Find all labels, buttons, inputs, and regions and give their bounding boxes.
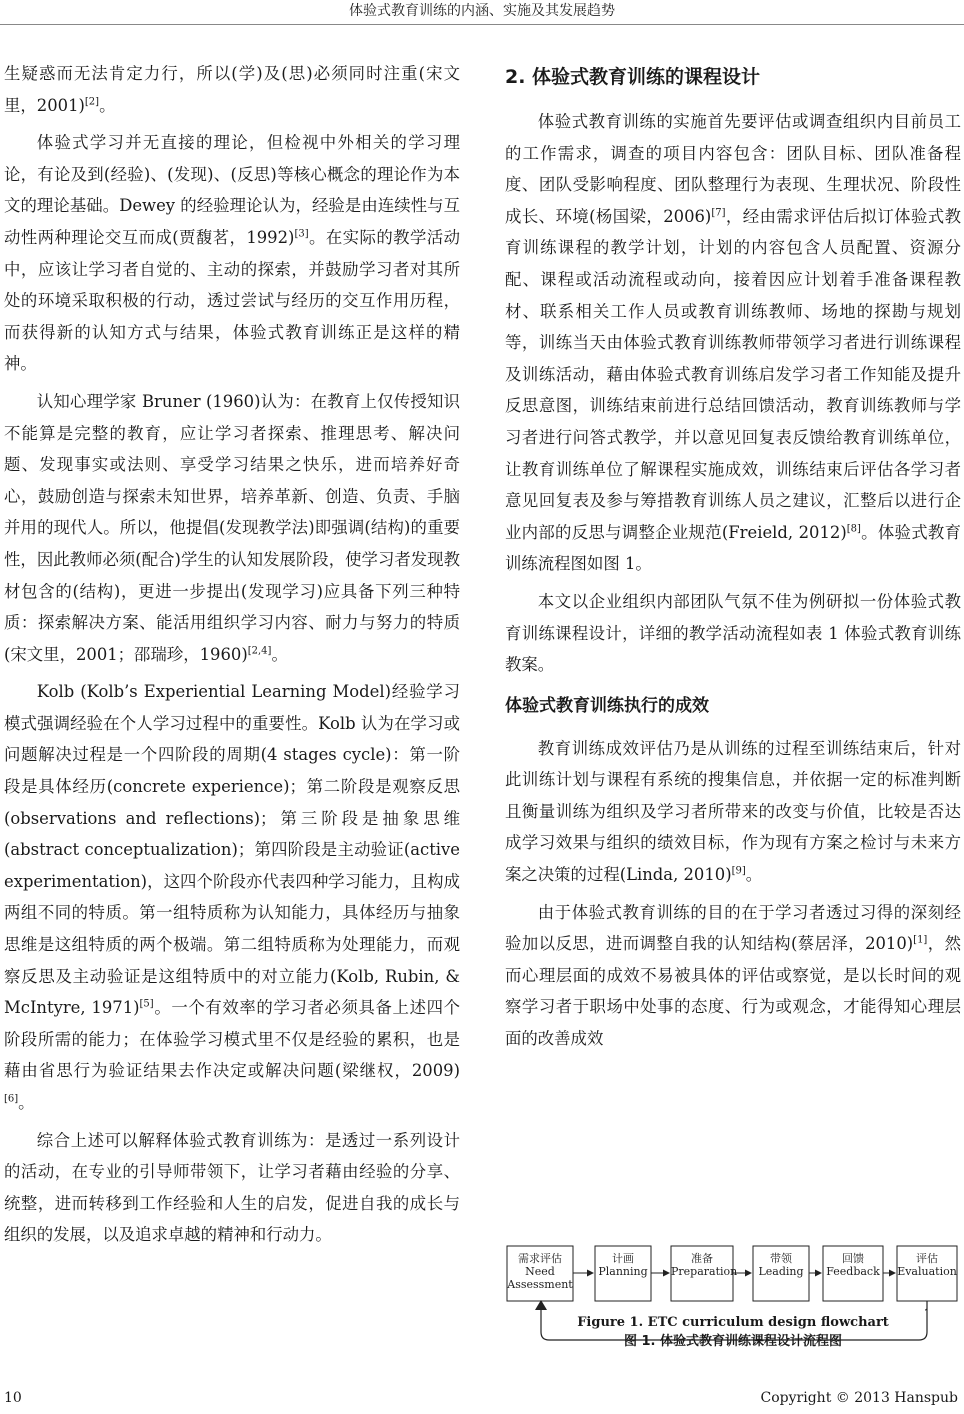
section-title: 2. 体验式教育训练的课程设计	[505, 66, 761, 88]
citation: [3]	[294, 228, 309, 240]
text: ，经由需求评估后拟订体验式教育训练课程的教学计划，计划的内容包含人员配置、资源分配、课程或活动流程或动向，接着因应计划着手准备课程教材、联系相关工作人员或教育训练教师、场地的探勘与规划等，训练当天由体验式教育训练教师带领学习者进行训练课程及训练活动，藉由体验式教育训练启发学习者工作知能及提升反思意图，训练结束前进行总结回馈活动，教育训练教师与学习者进行问答式教学，并以意见回复表反馈给教育训练单位，让教育训练单位了解课程实施成效，训练结束后评估各学习者意见回复表及参与筹措教育训练人员之建议，汇整后以进行企业内部的反思与调整企业规范(Freield, 2012)	[505, 206, 961, 542]
text: 本文以企业组织内部团队气氛不佳为例研拟一份体验式教育训练课程设计，详细的教学活动流程如表 1 体验式教育训练教案。	[505, 591, 961, 675]
running-header-title: 体验式教育训练的内涵、实施及其发展趋势	[349, 3, 615, 19]
step-label-en: Evaluation	[897, 1265, 957, 1278]
text: 。	[18, 1093, 35, 1112]
left-paragraph-4	[4, 676, 460, 1118]
step-label-cn: 计画	[612, 1252, 634, 1265]
step-planning	[595, 1246, 651, 1301]
figure-caption-cn: 图 1. 体验式教育训练课程设计流程图	[623, 1334, 843, 1349]
step-leading	[753, 1246, 809, 1301]
left-paragraph-5	[4, 1125, 460, 1251]
step-label-en: Need	[525, 1265, 555, 1278]
citation: [2,4]	[247, 645, 272, 657]
right-paragraph-3	[505, 733, 961, 891]
citation: [2]	[84, 96, 100, 108]
step-preparation	[671, 1246, 738, 1301]
text: 。	[271, 644, 288, 664]
citation: [1]	[913, 934, 928, 946]
citation: [8]	[846, 523, 861, 535]
text: 认知心理学家 Bruner (1960)认为：在教育上仅传授知识不能算是完整的教育，应让学习者探索、推理思考、解决问题、发现事实或法则、享受学习结果之快乐，进而培养好奇心，鼓励创造与探索未知世界，培养革新、创造、负责、手脑并用的现代人。所以，他提倡(发现教学法)即强调(结构)的重要性，因此教师必须(配合)学生的认知发展阶段，使学习者发现教材包含的(结构)，更进一步提出(发现学习)应具备下列三种特质：探索解决方案、能活用组织学习内容、耐力与努力的特质(宋文里，2001；邵瑞珍，1960)	[4, 391, 460, 664]
step-label-cn: 准备	[691, 1252, 713, 1265]
feedback-loop-head	[535, 1300, 547, 1310]
copyright-notice: Copyright © 2013 Hanspub	[760, 1390, 958, 1406]
citation: [7]	[711, 207, 726, 219]
left-column	[4, 58, 460, 1257]
right-paragraph-1	[505, 106, 961, 580]
figure-caption	[505, 1313, 961, 1351]
figure-caption-en: Figure 1. ETC curriculum design flowchart	[577, 1315, 889, 1330]
text: 生疑惑而无法肯定力行，所以(学)及(思)必须同时注重(宋文里，2001)	[4, 64, 460, 115]
left-paragraph-2	[4, 127, 460, 380]
right-column	[505, 58, 961, 1061]
step-evaluation	[897, 1246, 957, 1301]
step-label-en: Feedback	[826, 1265, 880, 1278]
running-header	[0, 0, 964, 25]
text: 。一个有效率的学习者必须具备上述四个阶段所需的能力；在体验学习模式里不仅是经验的累积，也是藉由省思行为验证结果去作决定或解决问题(梁继权，2009)	[4, 998, 460, 1081]
text: 。	[745, 865, 763, 885]
text: 。在实际的教学活动中，应该让学习者自觉的、主动的探索，并鼓励学习者对其所处的环境采取积极的行动，透过尝试与经历的交互作用历程，而获得新的认知方式与结果，体验式教育训练正是这样的精神。	[4, 227, 460, 374]
text: 体验式教育训练的实施首先要评估或调查组织内目前员工的工作需求，调查的项目内容包含：团队目标、团队准备程度、团队受影响程度、团队整理行为表现、生理状况、阶段性成长、环境(杨国梁，2006)	[505, 112, 961, 226]
text: 教育训练成效评估乃是从训练的过程至训练结束后，针对此训练计划与课程有系统的搜集信息，并依据一定的标准判断且衡量训练为组织及学习者所带来的改变与价值，比较是否达成学习效果与组织的绩效目标，作为现有方案之检讨与未来方案之决策的过程(Linda, 2010)	[505, 738, 961, 885]
text: Kolb (Kolb’s Experiential Learning Model)经验学习模式强调经验在个人学习过程中的重要性。Kolb 认为在学习或问题解决过程是一个四阶段的周期(4 stages cycle)：第一阶段是具体经历(concrete experience)；第二阶段是观察反思(observations and reflections)；第三阶段是抽象思维(abstract conceptualization)；第四阶段是主动验证(active experimentation)，这四个阶段亦代表四种学习能力，且构成两组不同的特质。第一组特质称为认知能力，具体经历与抽象思维是这组特质的两个极端。第二组特质称为处理能力，而观察反思及主动验证是这组特质中的对立能力(Kolb, Rubin, & McIntyre, 1971)	[4, 682, 460, 1018]
left-paragraph-3	[4, 386, 460, 670]
step-need-assessment	[507, 1246, 573, 1301]
left-paragraph-1	[4, 58, 460, 121]
citation: [5]	[139, 998, 154, 1010]
text: 综合上述可以解释体验式教育训练为：是透过一系列设计的活动，在专业的引导师带领下，让学习者藉由经验的分享、统整，进而转移到工作经验和人生的启发，促进自我的成长与组织的发展，以及追求卓越的精神和行动力。	[4, 1130, 460, 1245]
page-number: 10	[4, 1390, 22, 1406]
right-paragraph-2	[505, 586, 961, 681]
step-label-en: Planning	[598, 1265, 648, 1278]
text: 。体验式教育训练流程图如图 1。	[505, 522, 962, 574]
step-label-en: Preparation	[671, 1265, 738, 1278]
step-label-en: Leading	[758, 1265, 804, 1278]
step-label-cn: 评估	[916, 1252, 938, 1265]
text: 由于体验式教育训练的目的在于学习者透过习得的深刻经验加以反思，进而调整自我的认知结构(蔡居泽，2010)	[505, 902, 961, 954]
citation: [9]	[731, 865, 746, 877]
step-feedback	[823, 1246, 883, 1301]
step-label-cn: 回馈	[842, 1252, 864, 1265]
step-label-cn: 带领	[770, 1252, 792, 1265]
citation: [6]	[4, 1093, 19, 1105]
right-paragraph-4	[505, 897, 961, 1055]
text: 。	[99, 95, 116, 115]
step-label-cn: 需求评估	[518, 1252, 562, 1265]
text: ，然而心理层面的成效不易被具体的评估或察觉，是以长时间的观察学习者于职场中处事的态度、行为或观念，才能得知心理层面的改善成效	[505, 934, 961, 1049]
step-label-en: Assessment	[507, 1278, 573, 1291]
subsection-title: 体验式教育训练执行的成效	[505, 695, 709, 716]
text: 体验式学习并无直接的理论，但检视中外相关的学习理论，有论及到(经验)、(发现)、(反思)等核心概念的理论作为本文的理论基础。Dewey 的经验理论认为，经验是由连续性与互动性两种理论交互而成(贾馥茗，1992)	[4, 133, 460, 247]
